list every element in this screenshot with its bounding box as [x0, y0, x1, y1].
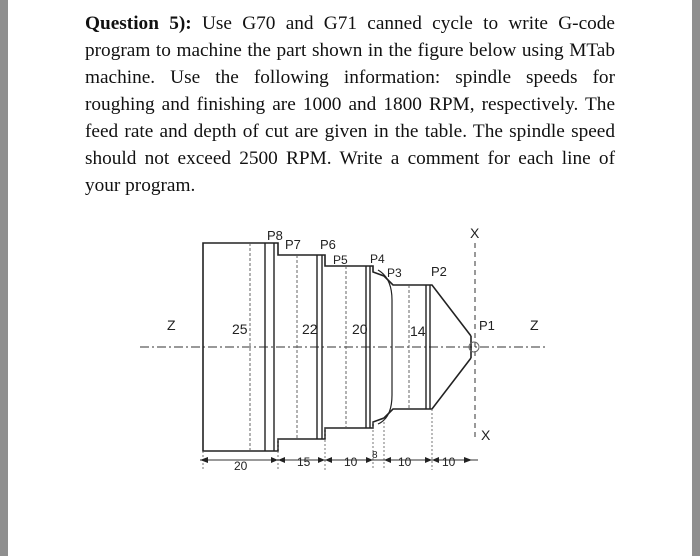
label-dia-20: 20 — [352, 321, 368, 337]
label-len-10a: 10 — [344, 455, 358, 469]
label-len-8: 8 — [372, 450, 378, 461]
label-p7: P7 — [285, 237, 301, 252]
label-z-right: Z — [530, 317, 539, 333]
label-dia-22: 22 — [302, 321, 318, 337]
label-dia-14: 14 — [410, 323, 426, 339]
label-len-10c: 10 — [442, 455, 456, 469]
question-label: Question 5): — [85, 13, 192, 34]
label-len-10b: 10 — [398, 455, 412, 469]
part-profile-bottom — [203, 347, 471, 451]
label-p4: P4 — [370, 252, 385, 266]
label-x-bottom: X — [481, 427, 491, 443]
label-z-left: Z — [167, 317, 176, 333]
label-p6: P6 — [320, 237, 336, 252]
label-p1: P1 — [479, 318, 495, 333]
label-dia-25: 25 — [232, 321, 248, 337]
label-p3: P3 — [387, 266, 402, 280]
label-x-top: X — [470, 225, 480, 241]
label-p2: P2 — [431, 264, 447, 279]
question-body: Use G70 and G71 canned cycle to write G-code program to machine the part shown in the figure below using MTab machine. Use the following information: spindle speeds for roughing and finishing are 1000 and 1800 RPM, respectively. The feed rate and depth of cut are given in the table. The spindle speed should not exceed 2500 RPM. Write a comment for each line of your program. — [85, 13, 615, 196]
label-len-15: 15 — [297, 455, 311, 469]
label-len-20: 20 — [234, 459, 248, 473]
label-p5: P5 — [333, 253, 348, 267]
label-p8: P8 — [267, 228, 283, 243]
